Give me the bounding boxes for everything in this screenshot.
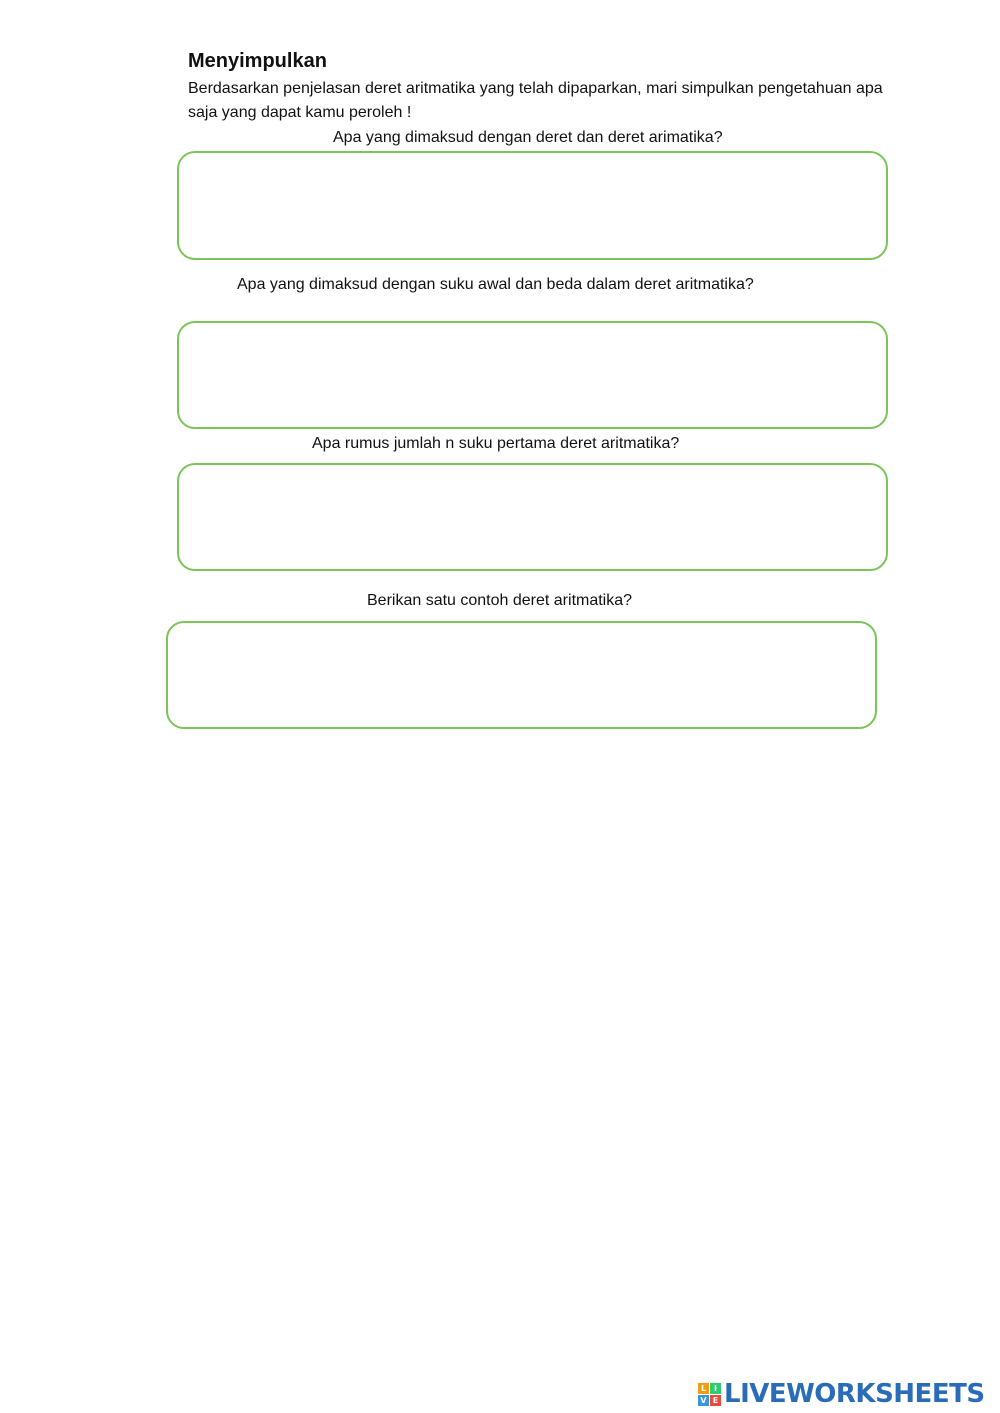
page-title: Menyimpulkan <box>188 50 327 72</box>
logo-letter-i: I <box>710 1383 721 1394</box>
question-1-label: Apa yang dimaksud dengan deret dan deret arimatika? <box>333 129 723 146</box>
logo-letter-l: L <box>698 1383 709 1394</box>
answer-box-1[interactable] <box>177 151 888 260</box>
intro-text: Berdasarkan penjelasan deret aritmatika yang telah dipaparkan, mari simpulkan pengetahuan apa saja yang dapat kamu peroleh ! <box>188 80 883 121</box>
logo-letter-v: V <box>698 1395 709 1406</box>
logo-text: LIVEWORKSHEETS <box>724 1379 985 1409</box>
answer-box-4[interactable] <box>166 621 877 729</box>
liveworksheets-logo <box>698 1378 985 1410</box>
liveworksheets-logo-icon <box>698 1383 721 1406</box>
question-2-label: Apa yang dimaksud dengan suku awal dan beda dalam deret aritmatika? <box>237 276 754 293</box>
question-3-label: Apa rumus jumlah n suku pertama deret aritmatika? <box>312 435 680 452</box>
logo-letter-e: E <box>710 1395 721 1406</box>
question-4-label: Berikan satu contoh deret aritmatika? <box>367 592 633 609</box>
answer-box-3[interactable] <box>177 463 888 571</box>
answer-box-2[interactable] <box>177 321 888 429</box>
